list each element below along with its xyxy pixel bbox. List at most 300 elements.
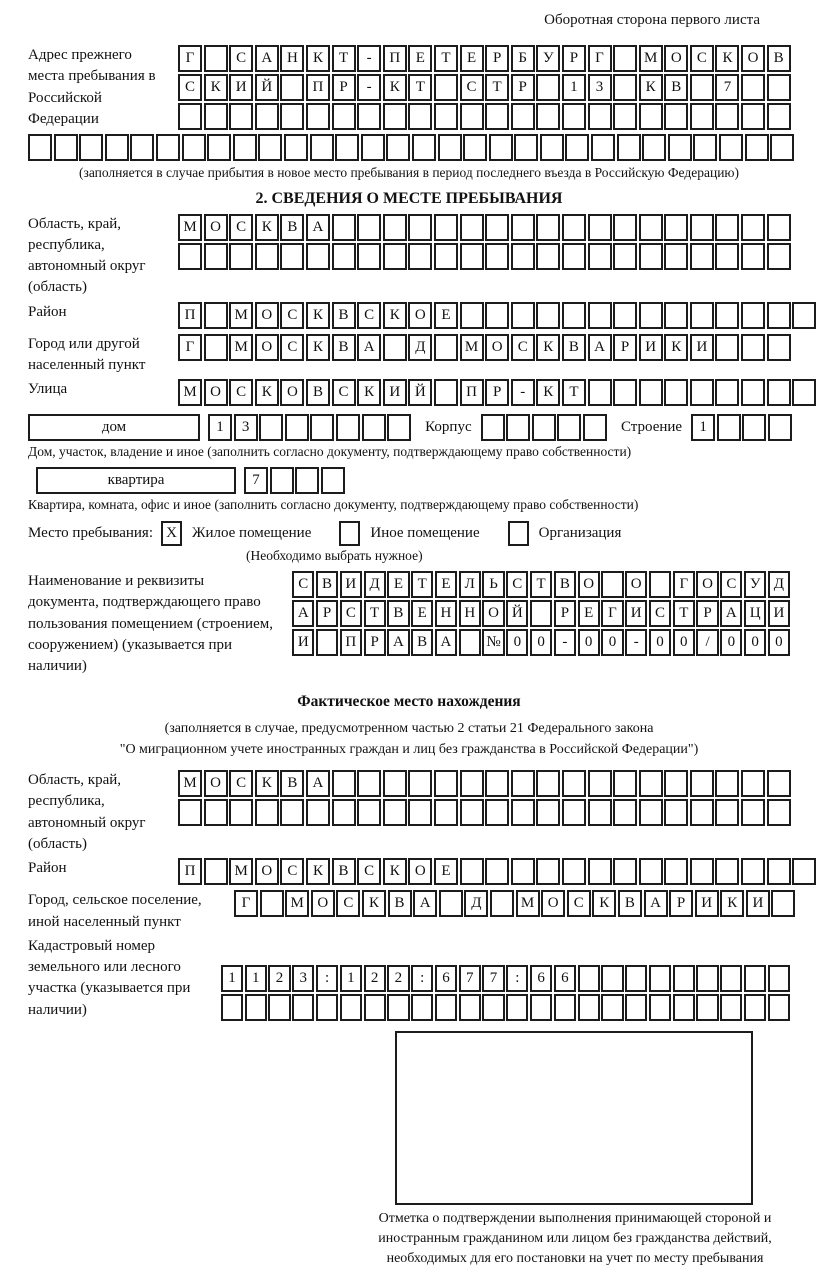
document-row-3 [292,629,790,656]
char-cell [178,243,202,270]
char-cell [336,414,360,441]
char-cell: С [336,890,360,917]
char-cell [578,965,600,992]
char-cell [601,965,623,992]
char-cell [770,134,794,161]
street-field [28,379,790,408]
char-cell: И [340,571,362,598]
char-cell: А [435,629,457,656]
char-cell [408,799,432,826]
char-cell [613,799,637,826]
char-cell [156,134,180,161]
char-cell [284,134,308,161]
char-cell: Р [562,45,586,72]
char-cell [383,214,407,241]
char-cell [536,858,560,885]
choose-note: (Необходимо выбрать нужное) [246,548,423,564]
char-cell [536,243,560,270]
district-row [178,302,816,329]
street-label: Улица [28,381,68,398]
char-cell [664,770,688,797]
char-cell [204,302,228,329]
char-cell: А [720,600,742,627]
char-cell: Т [434,45,458,72]
char-cell: Ь [482,571,504,598]
char-cell: С [229,214,253,241]
char-cell: Р [485,379,509,406]
char-cell: А [588,334,612,361]
char-cell: К [536,379,560,406]
char-cell: П [340,629,362,656]
char-cell [268,994,290,1021]
actual-city-label: Город, сельское поселение, иной населенный пункт [28,892,202,930]
char-cell: М [178,379,202,406]
char-cell [767,74,791,101]
char-cell [245,994,267,1021]
char-cell [204,103,228,130]
char-cell: - [357,74,381,101]
char-cell: Д [464,890,488,917]
char-cell: А [255,45,279,72]
char-cell: К [255,770,279,797]
char-cell: В [388,890,412,917]
char-cell: К [536,334,560,361]
char-cell: 3 [588,74,612,101]
char-cell [562,302,586,329]
char-cell: К [306,45,330,72]
char-cell [617,134,641,161]
actual-region-row-2 [178,799,791,826]
char-cell [741,214,765,241]
char-cell [613,243,637,270]
char-cell: Г [178,45,202,72]
char-cell [664,103,688,130]
char-cell: О [255,858,279,885]
char-cell [741,302,765,329]
char-cell: К [362,890,386,917]
confirmation-area [28,1031,790,1268]
char-cell: В [332,302,356,329]
char-cell: Р [554,600,576,627]
char-cell: В [306,379,330,406]
char-cell: К [255,379,279,406]
char-cell [306,103,330,130]
char-cell [482,994,504,1021]
checkbox-other-premises [339,521,360,546]
char-cell [460,770,484,797]
char-cell [664,858,688,885]
char-cell: В [332,334,356,361]
char-cell: 0 [506,629,528,656]
char-cell: О [625,571,647,598]
char-cell [316,994,338,1021]
char-cell [435,994,457,1021]
char-cell: - [625,629,647,656]
char-cell [511,858,535,885]
cadastral-row-2 [221,994,790,1021]
char-cell: О [280,379,304,406]
char-cell [562,103,586,130]
char-cell [204,45,228,72]
char-cell: И [690,334,714,361]
char-cell [357,770,381,797]
char-cell: О [664,45,688,72]
char-cell: К [383,302,407,329]
char-cell: А [413,890,437,917]
prev-address-grid [178,45,791,132]
actual-city-row [234,890,795,917]
checkbox-residential: X [161,521,182,546]
char-cell: Н [459,600,481,627]
char-cell [767,103,791,130]
char-cell: Е [411,600,433,627]
char-cell [459,629,481,656]
char-cell [489,134,513,161]
char-cell [204,243,228,270]
char-cell [588,858,612,885]
char-cell: А [292,600,314,627]
char-cell: 0 [673,629,695,656]
char-cell [625,965,647,992]
stroenie-label: Строение [620,419,683,436]
char-cell [383,799,407,826]
char-cell: К [357,379,381,406]
char-cell [768,414,792,441]
char-cell [460,799,484,826]
char-cell [514,134,538,161]
char-cell: К [715,45,739,72]
char-cell [229,103,253,130]
char-cell: Е [578,600,600,627]
char-cell: В [387,600,409,627]
document-label: Наименование и реквизиты документа, подтверждающего право пользования помещением (строением, сооружением) (указывается при наличии) [28,572,273,675]
char-cell: Д [364,571,386,598]
char-cell [434,799,458,826]
char-cell [255,243,279,270]
char-cell [340,994,362,1021]
actual-region-field [28,770,790,855]
char-cell: И [639,334,663,361]
actual-location-caption-1: (заполняется в случае, предусмотренном частью 2 статьи 21 Федерального закона [164,721,654,737]
char-cell [741,243,765,270]
char-cell [460,214,484,241]
char-cell [310,414,334,441]
char-cell [536,214,560,241]
char-cell: С [229,45,253,72]
region-row-1 [178,214,791,241]
apartment-type-box: квартира [36,467,236,494]
region-grid [178,214,791,272]
char-cell [557,414,581,441]
char-cell [673,994,695,1021]
char-cell [578,994,600,1021]
char-cell [411,994,433,1021]
char-cell: Е [460,45,484,72]
char-cell: К [383,74,407,101]
char-cell [412,134,436,161]
char-cell: И [695,890,719,917]
char-cell [434,334,458,361]
char-cell [649,965,671,992]
char-cell: М [229,302,253,329]
char-cell [696,994,718,1021]
char-cell: 6 [554,965,576,992]
char-cell: Е [435,571,457,598]
char-cell: Е [387,571,409,598]
char-cell: И [383,379,407,406]
char-cell: 1 [562,74,586,101]
char-cell [459,994,481,1021]
option-other-premises-label: Иное помещение [370,525,480,542]
char-cell [768,994,790,1021]
korpus-cells [481,414,607,441]
char-cell: О [578,571,600,598]
char-cell: И [768,600,790,627]
apartment-row [28,467,790,494]
char-cell: П [460,379,484,406]
char-cell [767,379,791,406]
char-cell: Р [364,629,386,656]
char-cell: О [696,571,718,598]
char-cell [130,134,154,161]
char-cell [408,243,432,270]
char-cell: Р [485,45,509,72]
char-cell: К [306,334,330,361]
char-cell: Е [434,858,458,885]
char-cell [720,965,742,992]
char-cell [280,243,304,270]
char-cell: Р [511,74,535,101]
char-cell: С [506,571,528,598]
char-cell [540,134,564,161]
char-cell: 1 [221,965,243,992]
char-cell: С [460,74,484,101]
char-cell [260,890,284,917]
char-cell [767,214,791,241]
char-cell [258,134,282,161]
char-cell [485,243,509,270]
char-cell [696,965,718,992]
char-cell [664,302,688,329]
char-cell [715,379,739,406]
char-cell: Л [459,571,481,598]
char-cell [554,994,576,1021]
char-cell: 0 [720,629,742,656]
char-cell [588,799,612,826]
prev-address-label: Адрес прежнего места пребывания в Российской Федерации [28,47,156,127]
char-cell [639,770,663,797]
char-cell [664,799,688,826]
char-cell: М [516,890,540,917]
char-cell [664,214,688,241]
char-cell: М [639,45,663,72]
char-cell [693,134,717,161]
prev-address-row-2 [178,74,791,101]
char-cell [295,467,319,494]
char-cell [639,103,663,130]
char-cell [485,103,509,130]
char-cell [565,134,589,161]
char-cell: А [357,334,381,361]
house-number-cells [208,414,411,441]
char-cell: 0 [649,629,671,656]
char-cell [357,214,381,241]
char-cell [511,799,535,826]
char-cell [690,74,714,101]
char-cell: Й [408,379,432,406]
city-label: Город или другой населенный пункт [28,335,146,374]
char-cell [280,103,304,130]
prev-address-row-3 [178,103,791,130]
char-cell [613,45,637,72]
char-cell: 2 [268,965,290,992]
char-cell [613,103,637,130]
stay-place-row [28,521,790,546]
street-row [178,379,816,406]
char-cell: 0 [768,629,790,656]
char-cell: Ц [744,600,766,627]
char-cell [54,134,78,161]
char-cell [639,214,663,241]
char-cell [715,103,739,130]
char-cell [649,571,671,598]
house-row [28,414,790,441]
char-cell [742,414,766,441]
char-cell: С [332,379,356,406]
cadastral-grid [221,965,790,1023]
char-cell [485,214,509,241]
char-cell [255,103,279,130]
char-cell [28,134,52,161]
char-cell [229,243,253,270]
char-cell: П [178,858,202,885]
char-cell: В [664,74,688,101]
char-cell [588,770,612,797]
char-cell [270,467,294,494]
char-cell: М [178,214,202,241]
char-cell: Г [673,571,695,598]
char-cell [485,302,509,329]
char-cell: 0 [578,629,600,656]
char-cell [105,134,129,161]
char-cell: П [306,74,330,101]
char-cell: 7 [482,965,504,992]
char-cell: А [306,214,330,241]
char-cell [715,334,739,361]
char-cell [408,214,432,241]
char-cell [485,858,509,885]
document-grid [292,571,790,658]
char-cell: 3 [234,414,258,441]
char-cell [715,858,739,885]
actual-region-grid [178,770,791,828]
char-cell: П [383,45,407,72]
char-cell [207,134,231,161]
char-cell: С [280,858,304,885]
char-cell: А [644,890,668,917]
option-organization-label: Организация [538,525,622,542]
char-cell: С [357,858,381,885]
char-cell: № [482,629,504,656]
char-cell [767,302,791,329]
char-cell [741,799,765,826]
char-cell: А [306,770,330,797]
char-cell [439,890,463,917]
char-cell [511,103,535,130]
char-cell [434,379,458,406]
char-cell [690,799,714,826]
char-cell: Е [408,45,432,72]
stroenie-cells [691,414,792,441]
house-type-box: дом [28,414,200,441]
char-cell: 7 [244,467,268,494]
char-cell [639,302,663,329]
char-cell [536,302,560,329]
char-cell [720,994,742,1021]
char-cell [357,799,381,826]
document-row-2 [292,600,790,627]
char-cell [408,103,432,130]
char-cell: 2 [387,965,409,992]
document-field [28,571,790,677]
char-cell [745,134,769,161]
apartment-caption: Квартира, комната, офис и иное (заполнить согласно документу, подтверждающему право собственности) [28,496,639,512]
char-cell [361,134,385,161]
char-cell [715,799,739,826]
char-cell [434,103,458,130]
char-cell: Й [255,74,279,101]
char-cell [485,770,509,797]
char-cell: Т [673,600,695,627]
char-cell: 1 [691,414,715,441]
char-cell [690,243,714,270]
char-cell [562,770,586,797]
char-cell [767,799,791,826]
char-cell: К [306,302,330,329]
char-cell [364,994,386,1021]
char-cell [386,134,410,161]
char-cell [613,858,637,885]
char-cell [511,243,535,270]
city-row [178,334,791,361]
char-cell: 1 [245,965,267,992]
char-cell: О [408,302,432,329]
region-label: Область, край, республика, автономный округ (область) [28,215,146,296]
char-cell: О [311,890,335,917]
char-cell [613,379,637,406]
char-cell: Т [485,74,509,101]
char-cell [613,770,637,797]
char-cell: К [255,214,279,241]
char-cell [332,799,356,826]
char-cell [588,302,612,329]
char-cell [767,334,791,361]
char-cell [601,994,623,1021]
char-cell [792,858,816,885]
char-cell: В [316,571,338,598]
char-cell: Р [696,600,718,627]
char-cell [690,858,714,885]
char-cell: С [649,600,671,627]
char-cell: В [280,770,304,797]
char-cell [601,571,623,598]
char-cell [562,214,586,241]
char-cell: 1 [340,965,362,992]
char-cell: К [306,858,330,885]
char-cell: О [204,770,228,797]
char-cell [321,467,345,494]
char-cell: О [541,890,565,917]
